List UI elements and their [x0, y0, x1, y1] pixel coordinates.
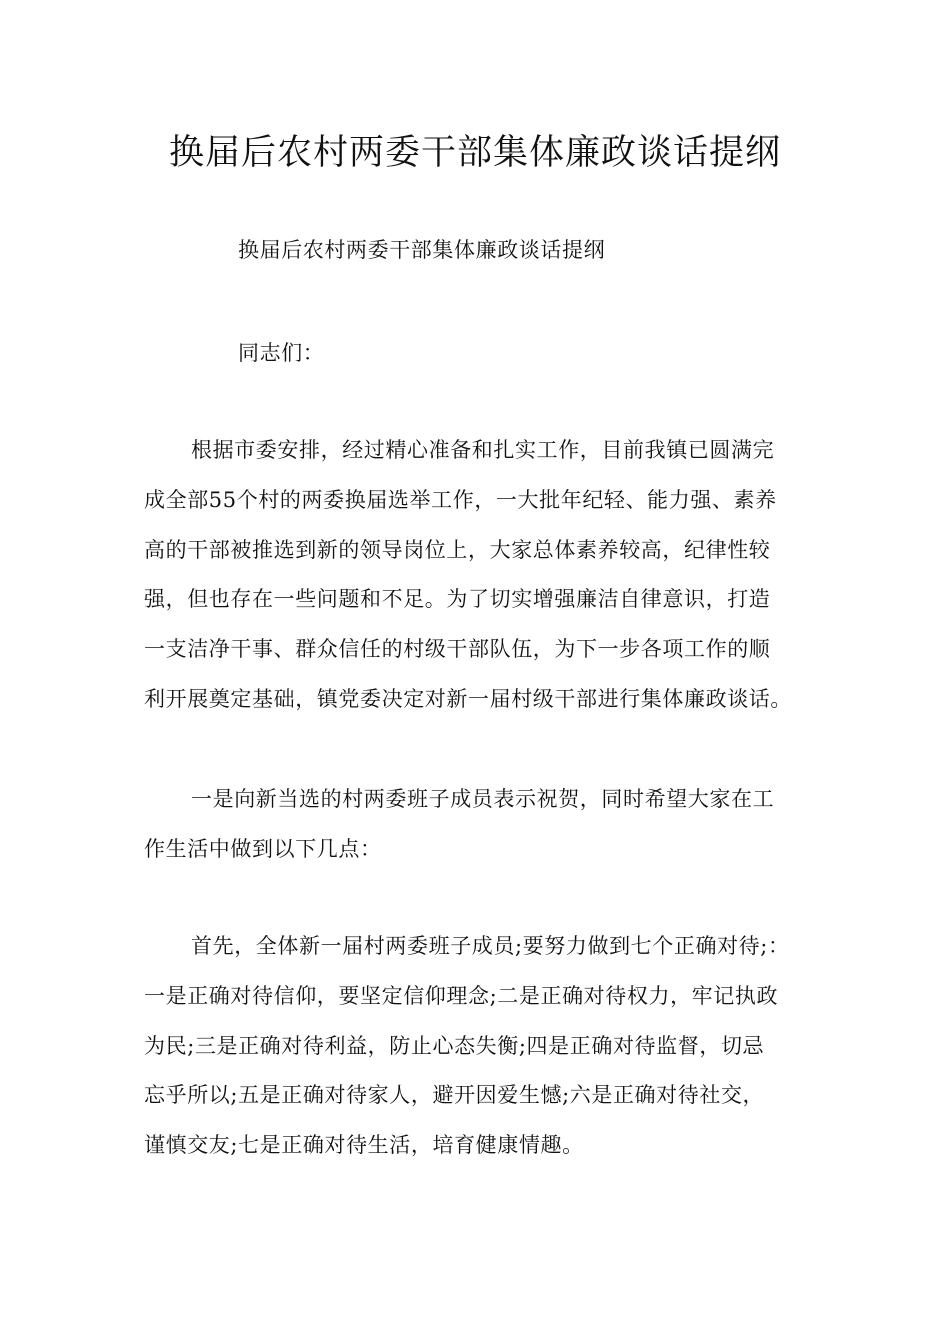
paragraph-line: 利开展奠定基础，镇党委决定对新一届村级干部进行集体廉政谈话。: [144, 686, 792, 711]
paragraph-line: 同志们：: [238, 341, 325, 365]
paragraph-line: 换届后农村两委干部集体廉政谈话提纲: [238, 238, 606, 262]
paragraph-point-one: [144, 775, 810, 875]
paragraph-line: 一支洁净干事、群众信任的村级干部队伍，为下一步各项工作的顺: [144, 637, 771, 662]
paragraph-line: 首先，全体新一届村两委班子成员;要努力做到七个正确对待;：: [191, 934, 790, 958]
paragraph-line: 作生活中做到以下几点：: [144, 836, 382, 861]
paragraph-line: 一是向新当选的村两委班子成员表示祝贺，同时希望大家在工: [191, 787, 775, 811]
paragraph-line: 根据市委安排，经过精心准备和扎实工作，目前我镇已圆满完: [191, 438, 775, 462]
paragraph-salutation: [144, 329, 810, 379]
paragraph-line: 忘乎所以;五是正确对待家人，避开因爱生憾;六是正确对待社交，: [144, 1083, 765, 1108]
paragraph-intro: [144, 426, 810, 725]
paragraph-line: 成全部55个村的两委换届选举工作，一大批年纪轻、能力强、素养: [144, 487, 777, 512]
document-title: 换届后农村两委干部集体廉政谈话提纲: [168, 133, 781, 173]
paragraph-seven-rights: [144, 922, 810, 1171]
paragraph-line: 一是正确对待信仰，要坚定信仰理念;二是正确对待权力，牢记执政: [144, 983, 779, 1008]
paragraph-line: 为民;三是正确对待利益，防止心态失衡;四是正确对待监督，切忌: [144, 1033, 765, 1058]
paragraph-line: 强，但也存在一些问题和不足。为了切实增强廉洁自律意识，打造: [144, 587, 771, 612]
paragraph-line: 谨慎交友;七是正确对待生活，培育健康情趣。: [144, 1133, 584, 1158]
paragraph-heading-repeat: [144, 226, 810, 276]
paragraph-line: 高的干部被推选到新的领导岗位上，大家总体素养较高，纪律性较: [144, 537, 771, 562]
